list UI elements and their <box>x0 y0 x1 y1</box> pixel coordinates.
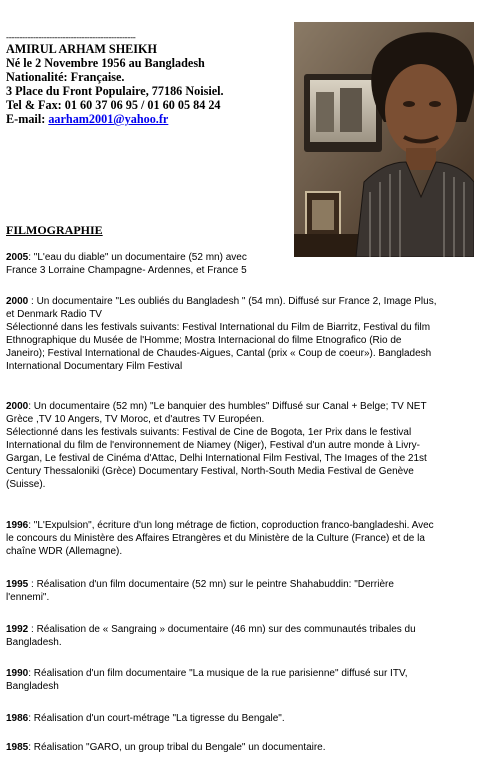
entry-text: : Un documentaire "Les oubliés du Bangladesh " (54 mn). Diffusé sur France 2, Image Plus, <box>28 296 437 307</box>
entry-line <box>6 519 498 532</box>
entry-text: : "L'Expulsion", écriture d'un long métrage de fiction, coproduction franco-bangladeshi. Avec <box>28 520 434 531</box>
entry-line: Century Thessaloniki (Grèce) Documentary Festival, North-South Media Festival de Genève <box>6 466 414 477</box>
entry-line: Sélectionné dans les festivals suivants: Festival de Cine de Bogota, 1er Prix dans le festival <box>6 427 412 438</box>
entry-year: 1990 <box>6 668 29 679</box>
entry-line <box>6 400 498 413</box>
entry-text: : Réalisation de « Sangraing » documentaire (46 mn) sur des communautés tribales du <box>28 624 416 635</box>
filmography-entry <box>6 667 498 693</box>
entry-line <box>6 623 498 636</box>
entry-line: International Documentary Film Festival <box>6 361 183 372</box>
entry-year: 2005 <box>6 252 29 263</box>
entry-year: 1995 <box>6 579 29 590</box>
filmography-entry <box>6 519 498 558</box>
entry-line <box>6 741 498 754</box>
filmography-entry <box>6 578 498 604</box>
entry-year: 1996 <box>6 520 29 531</box>
entry-year: 1985 <box>6 742 29 753</box>
email-label: E-mail: <box>6 112 49 126</box>
entry-text: : Réalisation d'un film documentaire (52 mn) sur le peintre Shahabuddin: "Derrière <box>28 579 394 590</box>
entry-line: International du film de l'environnement de Niamey (Niger), Festival d'un autre monde à Livry- <box>6 440 421 451</box>
filmography-entry <box>6 400 498 491</box>
email-line <box>6 112 288 126</box>
filmography-title: FILMOGRAPHIE <box>6 223 103 237</box>
entry-line <box>6 578 498 591</box>
filmography-entry <box>6 251 498 277</box>
person-name: AMIRUL ARHAM SHEIKH <box>6 42 158 56</box>
entry-line <box>6 251 498 264</box>
filmography-entry <box>6 623 498 649</box>
entry-text: : Réalisation d'un court-métrage "La tigresse du Bengale". <box>28 713 285 724</box>
entry-line: chaîne WDR (Allemagne). <box>6 546 123 557</box>
portrait-photo <box>294 22 474 257</box>
entry-line: le concours du Ministère des Affaires Etrangères et du Ministère de la Culture (France) et de la <box>6 533 425 544</box>
entry-year: 1986 <box>6 713 29 724</box>
entry-year: 2000 <box>6 401 29 412</box>
filmography-entry <box>6 295 498 373</box>
entry-year: 1992 <box>6 624 29 635</box>
nationality: Nationalité: Française. <box>6 70 125 84</box>
entry-text: : "L'eau du diable" un documentaire (52 mn) avec <box>28 252 247 263</box>
entry-line: Janeiro); Festival International de Chaudes-Aigues, Cantal (prix « Coup de coeur»). Bangladesh <box>6 348 432 359</box>
entry-line: Bangladesh <box>6 681 59 692</box>
entry-line: (Suisse). <box>6 479 46 490</box>
entry-line: Sélectionné dans les festivals suivants: Festival International du Film de Biarritz, Festival du film <box>6 322 431 333</box>
entry-line: Bangladesh. <box>6 637 62 648</box>
phone-fax: Tel & Fax: 01 60 37 06 95 / 01 60 05 84 24 <box>6 98 221 112</box>
entry-line <box>6 712 498 725</box>
entry-year: 2000 <box>6 296 29 307</box>
entry-line: Grèce ,TV 10 Angers, TV Moroc, et d'autres TV Européen. <box>6 414 265 425</box>
entry-text: : Réalisation d'un film documentaire "La musique de la rue parisienne" diffusé sur ITV, <box>28 668 408 679</box>
header-rule: ------------------------------------------------ <box>6 32 136 42</box>
entry-text: : Un documentaire (52 mn) "Le banquier des humbles" Diffusé sur Canal + Belge; TV NET <box>28 401 427 412</box>
entry-text: : Réalisation "GARO, un group tribal du Bengale" un documentaire. <box>28 742 326 753</box>
email-link[interactable]: aarham2001@yahoo.fr <box>48 112 169 126</box>
contact-block <box>6 42 288 126</box>
address: 3 Place du Front Populaire, 77186 Noisiel. <box>6 84 224 98</box>
filmography-entry <box>6 712 498 725</box>
entry-line <box>6 667 498 680</box>
entry-line: France 3 Lorraine Champagne- Ardennes, et France 5 <box>6 265 247 276</box>
portrait-illustration <box>294 22 474 257</box>
birth-info: Né le 2 Novembre 1956 au Bangladesh <box>6 56 205 70</box>
entry-line: l'ennemi". <box>6 592 50 603</box>
entry-line <box>6 295 498 308</box>
entry-line: Ethnographique du Musée de l'Homme; Mostra Internacional do filme Etnografico (Rio de <box>6 335 402 346</box>
entry-line: Gargan, Le festival de Cinéma d'Attac, Delhi International Film Festival, The Images of the 21st <box>6 453 427 464</box>
filmography-entry <box>6 741 498 754</box>
entry-line: et Denmark Radio TV <box>6 309 102 320</box>
